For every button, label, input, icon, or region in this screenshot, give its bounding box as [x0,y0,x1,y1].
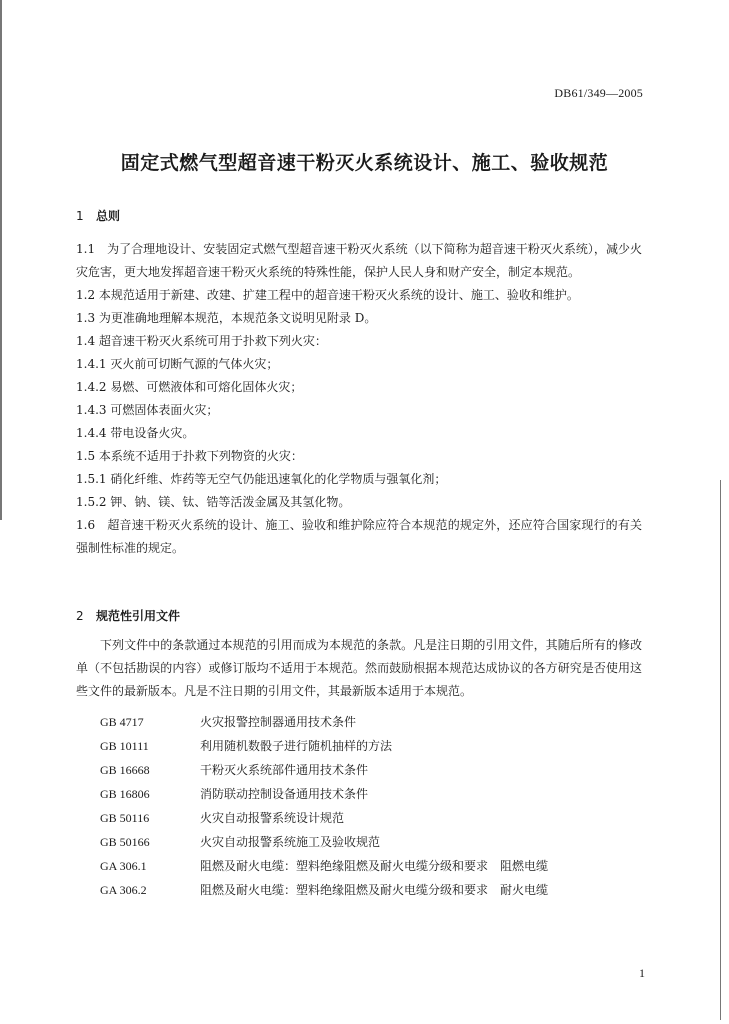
clause-1-4-4: 1.4.4 带电设备火灾。 [76,426,195,440]
clause-1-5-1: 1.5.1 硝化纤维、炸药等无空气仍能迅速氧化的化学物质与强氧化剂； [76,472,447,486]
section-1-body [76,238,642,560]
clause-1-5-2: 1.5.2 钾、钠、镁、钛、锆等活泼金属及其氢化物。 [76,495,351,509]
reference-code: GB 50116 [100,811,150,825]
reference-name: 利用随机数骰子进行随机抽样的方法 [200,739,393,753]
scan-edge-mark [0,0,2,520]
reference-name: 消防联动控制设备通用技术条件 [200,787,369,801]
reference-code: GB 16668 [100,763,150,777]
section-2-intro [76,634,642,703]
reference-row [100,734,640,758]
scan-edge-mark [720,480,721,1020]
section-title: 总则 [96,209,121,223]
reference-name: 干粉灭火系统部件通用技术条件 [200,763,369,777]
clause-1-2: 1.2 本规范适用于新建、改建、扩建工程中的超音速干粉灭火系统的设计、施工、验收和维护。 [76,288,579,302]
clause-1-6: 1.6 超音速干粉灭火系统的设计、施工、验收和维护除应符合本规范的规定外，还应符合国家现行的有关强制性标准的规定。 [76,518,642,555]
reference-row [100,854,640,878]
clause-1-3: 1.3 为更准确地理解本规范，本规范条文说明见附录 D。 [76,311,377,325]
clause-1-4-3: 1.4.3 可燃固体表面火灾； [76,403,219,417]
reference-code: GB 4717 [100,715,144,729]
clause-1-5: 1.5 本系统不适用于扑救下列物资的火灾： [76,449,303,463]
reference-code: GA 306.1 [100,859,147,873]
reference-row [100,758,640,782]
reference-row [100,806,640,830]
reference-row [100,782,640,806]
reference-name: 阻燃及耐火电缆：塑料绝缘阻燃及耐火电缆分级和要求 耐火电缆 [200,883,549,897]
reference-name: 火灾自动报警系统设计规范 [200,811,345,825]
reference-name: 阻燃及耐火电缆：塑料绝缘阻燃及耐火电缆分级和要求 阻燃电缆 [200,859,549,873]
clause-1-4: 1.4 超音速干粉灭火系统可用于扑救下列火灾： [76,334,327,348]
reference-code: GB 16806 [100,787,150,801]
clause-1-4-1: 1.4.1 灭火前可切断气源的气体火灾； [76,357,279,371]
page-number: 1 [639,966,645,980]
reference-code: GB 10111 [100,739,149,753]
clause-1-4-2: 1.4.2 易燃、可燃液体和可熔化固体火灾； [76,380,303,394]
section-heading-1 [76,207,120,224]
section-title: 规范性引用文件 [96,609,181,623]
reference-name: 火灾自动报警系统施工及验收规范 [200,835,381,849]
reference-row [100,878,640,902]
clause-1-1: 1.1 为了合理地设计、安装固定式燃气型超音速干粉灭火系统（以下简称为超音速干粉灭火系统），减少火灾危害，更大地发挥超音速干粉灭火系统的特殊性能，保护人民人身和财产安全，制定本规范。 [76,242,642,279]
reference-list [100,710,640,902]
reference-row [100,830,640,854]
reference-row [100,710,640,734]
section-number: 1 [76,209,84,223]
section-number: 2 [76,609,84,623]
reference-name: 火灾报警控制器通用技术条件 [200,715,357,729]
reference-code: GB 50166 [100,835,150,849]
section-heading-2 [76,607,180,624]
standard-code: DB61/349—2005 [554,86,643,100]
document-title: 固定式燃气型超音速干粉灭火系统设计、施工、验收规范 [120,152,609,174]
references-intro: 下列文件中的条款通过本规范的引用而成为本规范的条款。凡是注日期的引用文件，其随后所有的修改单（不包括勘误的内容）或修订版均不适用于本规范。然而鼓励根据本规范达成协议的各方研究是否使用这些文件的最新版本。凡是不注日期的引用文件，其最新版本适用于本规范。 [76,638,642,698]
reference-code: GA 306.2 [100,883,147,897]
